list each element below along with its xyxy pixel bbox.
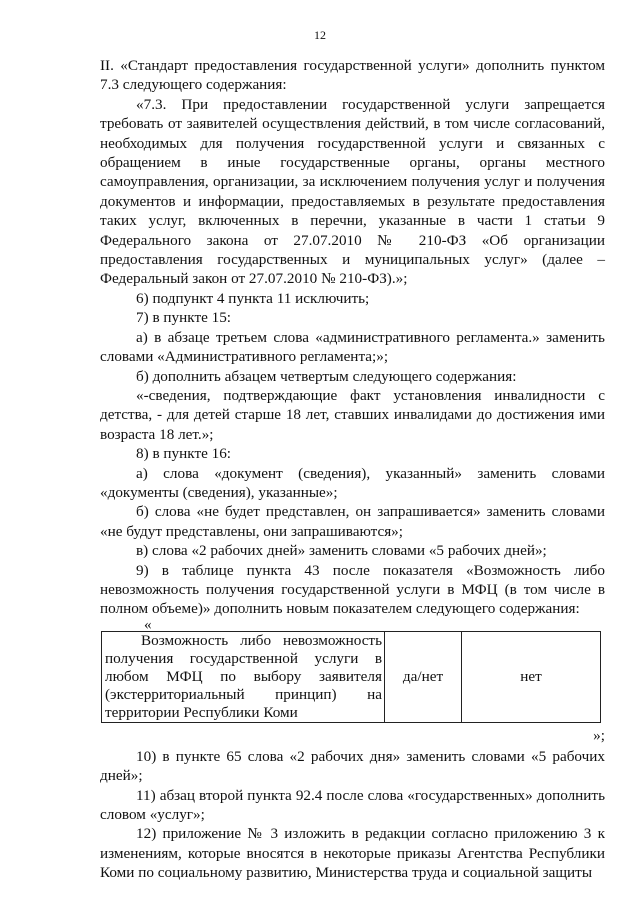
page-number: 12 bbox=[314, 28, 326, 42]
paragraph: II. «Стандарт предоставления государственной услуги» дополнить пунктом 7.3 следующего содержания: bbox=[100, 57, 605, 94]
paragraphs-after-table bbox=[100, 747, 605, 883]
paragraphs-before-table bbox=[100, 56, 605, 619]
indicator-cell: Возможность либо невозможность получения государственной услуги в любом МФЦ по выбору заявителя (экстерриториальный принцип) на территории Республики Коми bbox=[102, 631, 385, 722]
paragraph: 9) в таблице пункта 43 после показателя «Возможность либо невозможность получения государственной услуги в МФЦ (в том числе в полном объеме)» дополнить новым показателем следующего содержания: bbox=[100, 561, 605, 618]
paragraph: «7.3. При предоставлении государственной услуги запрещается требовать от заявителей осуществления действий, в том числе согласований, необходимых для получения государственной услуги и связанных с обращением в иные государственные органы, органы местного самоуправления, организации, за исключением получения услуг и получения документов и информации, предоставляемых в результате предоставления таких услуг, включенных в перечни, указанные в части 1 статьи 9 Федерального закона от 27.07.2010 № 210-ФЗ «Об организации предоставления государственных и муниципальных услуг» (далее – Федеральный закон от 27.07.2010 № 210-ФЗ).»; bbox=[100, 95, 605, 288]
paragraph: 6) подпункт 4 пункта 11 исключить; bbox=[136, 289, 370, 307]
paragraph: 8) в пункте 16: bbox=[136, 445, 232, 463]
value-cell: нет bbox=[462, 631, 601, 722]
paragraph: в) слова «2 рабочих дней» заменить словами «5 рабочих дней»; bbox=[136, 542, 547, 560]
table-row bbox=[102, 631, 601, 722]
paragraph: 7) в пункте 15: bbox=[136, 309, 232, 327]
closing-quote: »; bbox=[593, 726, 605, 744]
paragraph: а) в абзаце третьем слова «административного регламента.» заменить словами «Административного регламента;»; bbox=[100, 328, 605, 366]
paragraph: б) дополнить абзацем четвертым следующего содержания: bbox=[136, 367, 517, 385]
paragraph: «-сведения, подтверждающие факт установления инвалидности с детства, - для детей старше 18 лет, ставших инвалидами до достижения ими возраста 18 лет.»; bbox=[100, 386, 605, 443]
paragraph: 10) в пункте 65 слова «2 рабочих дня» заменить словами «5 рабочих дней»; bbox=[100, 747, 605, 785]
paragraph: 12) приложение № 3 изложить в редакции согласно приложению 3 к изменениям, которые вносятся в некоторые приказы Агентства Республики Коми по социальному развитию, Министерства труда и социальной защиты bbox=[100, 825, 605, 882]
opening-quote: « bbox=[144, 615, 152, 633]
document-body bbox=[100, 56, 605, 883]
paragraph: а) слова «документ (сведения), указанный» заменить словами «документы (сведения), указанные»; bbox=[100, 464, 605, 501]
unit-cell: да/нет bbox=[385, 631, 462, 722]
paragraph: 11) абзац второй пункта 92.4 после слова «государственных» дополнить словом «услуг»; bbox=[100, 786, 605, 823]
indicator-table bbox=[101, 631, 601, 723]
paragraph: б) слова «не будет представлен, он запрашивается» заменить словами «не будут представлены, они запрашиваются»; bbox=[100, 503, 605, 540]
